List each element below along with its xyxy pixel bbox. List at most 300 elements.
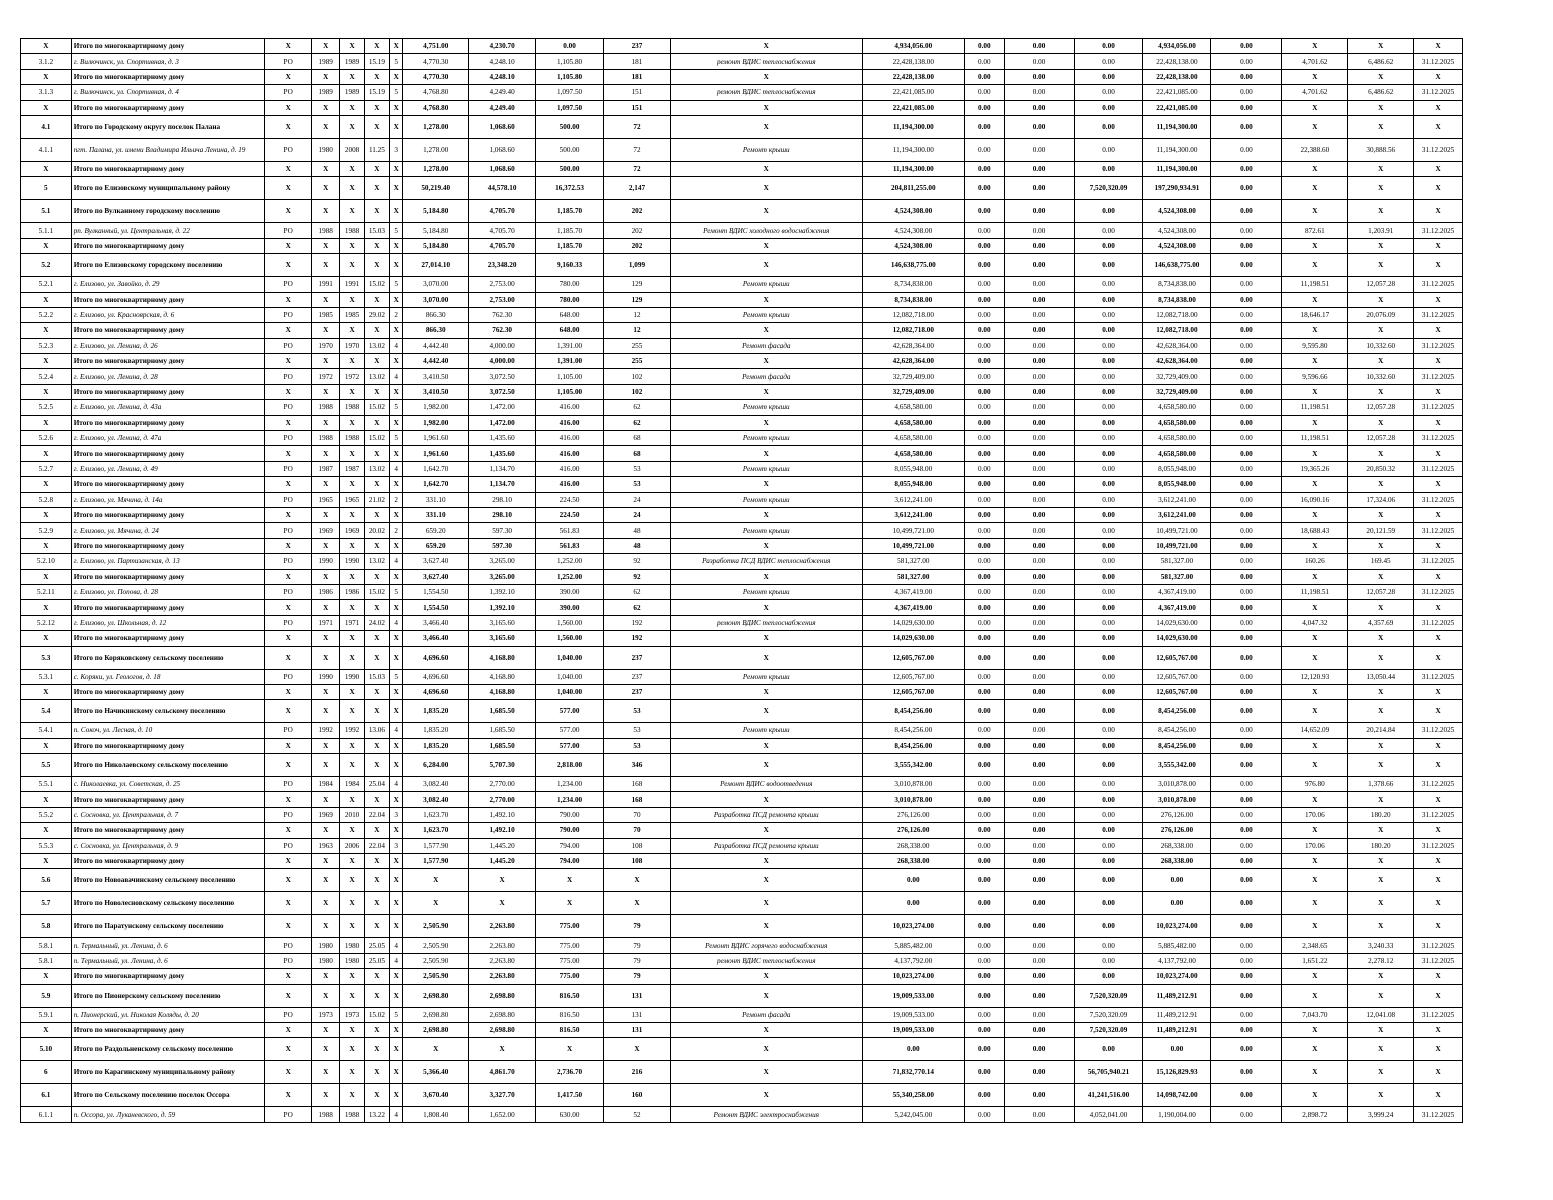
owner-type-cell: X — [265, 646, 312, 669]
fund-local-cell: 0.00 — [1074, 892, 1143, 915]
object-name-cell: п. Оссора, ул. Луканевского, д. 59 — [71, 1107, 265, 1122]
work-type-cell: X — [670, 507, 862, 522]
unit-cost-cell: X — [1282, 684, 1348, 699]
fund-regional-cell: 0.00 — [1004, 354, 1074, 369]
deadline-cell: X — [1414, 915, 1463, 938]
limit-cost-cell: X — [1348, 915, 1414, 938]
object-name-cell: рп. Вулканный, ул. Центральная, д. 22 — [71, 223, 265, 238]
build-year-cell: 1990 — [312, 669, 340, 684]
row-number-cell: 5.2.9 — [21, 523, 72, 538]
residents-cell: 181 — [604, 54, 671, 69]
fund-owners-cell: 0.00 — [1143, 869, 1211, 892]
living-area-cell: 2,263.80 — [469, 938, 536, 953]
build-year-cell: X — [312, 754, 340, 777]
unit-cost-cell: 16,090.16 — [1282, 492, 1348, 507]
residents-cell: 202 — [604, 238, 671, 253]
limit-cost-cell: X — [1348, 684, 1414, 699]
common-area-cell: 416.00 — [536, 461, 604, 476]
work-type-cell: Ремонт ВДИС холодного водоснабжения — [670, 223, 862, 238]
object-name-cell: Итого по многоквартирному дому — [71, 507, 265, 522]
fund-federal-cell: 0.00 — [965, 292, 1005, 307]
summary-row — [21, 700, 1463, 723]
fund-other-cell: 0.00 — [1211, 1084, 1282, 1107]
common-area-cell: 9,160.33 — [536, 254, 604, 277]
fund-owners-cell: 268,338.00 — [1143, 838, 1211, 853]
fund-regional-cell: 0.00 — [1004, 277, 1074, 292]
owner-type-cell: X — [265, 569, 312, 584]
owner-type-cell: РО — [265, 138, 312, 161]
total-cost-cell: 8,454,256.00 — [862, 723, 964, 738]
row-number-cell: X — [21, 538, 72, 553]
deadline-cell: X — [1414, 39, 1463, 54]
common-area-cell: 577.00 — [536, 700, 604, 723]
fund-owners-cell: 22,428,138.00 — [1143, 69, 1211, 84]
fund-owners-cell: 22,421,085.00 — [1143, 85, 1211, 100]
fund-owners-cell: 14,029,630.00 — [1143, 615, 1211, 630]
owner-type-cell: X — [265, 292, 312, 307]
common-area-cell: X — [536, 1038, 604, 1061]
reconstruction-year-cell: 1972 — [340, 369, 364, 384]
deadline-cell: 31.12.2025 — [1414, 307, 1463, 322]
house-row — [21, 461, 1463, 476]
object-name-cell: Итого по Начикинскому сельскому поселению — [71, 700, 265, 723]
fund-regional-cell: 0.00 — [1004, 646, 1074, 669]
summary-row — [21, 600, 1463, 615]
floors-cell: X — [390, 161, 403, 176]
owner-type-cell: РО — [265, 54, 312, 69]
living-area-cell: 2,753.00 — [469, 277, 536, 292]
residents-cell: 70 — [604, 823, 671, 838]
build-year-cell: X — [312, 854, 340, 869]
build-year-cell: 1965 — [312, 492, 340, 507]
total-area-cell: 331.10 — [403, 492, 469, 507]
floors-cell: X — [390, 100, 403, 115]
row-number-cell: 5.2.8 — [21, 492, 72, 507]
house-row — [21, 307, 1463, 322]
house-row — [21, 54, 1463, 69]
work-type-cell: Ремонт крыши — [670, 277, 862, 292]
house-row — [21, 807, 1463, 822]
limit-cost-cell: X — [1348, 869, 1414, 892]
fund-local-cell: 0.00 — [1074, 354, 1143, 369]
fund-local-cell: 0.00 — [1074, 969, 1143, 984]
row-number-cell: 5.4 — [21, 700, 72, 723]
total-area-cell: 3,410.50 — [403, 369, 469, 384]
work-type-cell: ремонт ВДИС теплоснабжения — [670, 953, 862, 968]
deadline-cell: 31.12.2025 — [1414, 85, 1463, 100]
common-area-cell: 630.00 — [536, 1107, 604, 1122]
floors-cell: 5 — [390, 431, 403, 446]
total-area-cell: 5,184.80 — [403, 238, 469, 253]
object-name-cell: Итого по Коряковскому сельскому поселению — [71, 646, 265, 669]
fund-owners-cell: 8,454,256.00 — [1143, 700, 1211, 723]
fund-other-cell: 0.00 — [1211, 461, 1282, 476]
fund-regional-cell: 0.00 — [1004, 892, 1074, 915]
row-number-cell: 5.3.1 — [21, 669, 72, 684]
reconstruction-year-cell: X — [340, 738, 364, 753]
deadline-cell: X — [1414, 69, 1463, 84]
floors-cell: X — [390, 323, 403, 338]
floors-cell: 4 — [390, 554, 403, 569]
residents-cell: 48 — [604, 523, 671, 538]
unit-cost-cell: X — [1282, 477, 1348, 492]
fund-local-cell: 0.00 — [1074, 477, 1143, 492]
object-name-cell: Итого по многоквартирному дому — [71, 238, 265, 253]
object-name-cell: г. Вилючинск, ул. Спортивная, д. 4 — [71, 85, 265, 100]
summary-row — [21, 792, 1463, 807]
row-number-cell: 6.1.1 — [21, 1107, 72, 1122]
total-area-cell: 4,696.60 — [403, 684, 469, 699]
fund-regional-cell: 0.00 — [1004, 507, 1074, 522]
summary-row — [21, 161, 1463, 176]
living-area-cell: 4,705.70 — [469, 223, 536, 238]
living-area-cell: 3,265.00 — [469, 554, 536, 569]
object-name-cell: Итого по многоквартирному дому — [71, 600, 265, 615]
fund-regional-cell: 0.00 — [1004, 969, 1074, 984]
fund-other-cell: 0.00 — [1211, 723, 1282, 738]
house-row — [21, 615, 1463, 630]
fund-local-cell: 7,520,320.09 — [1074, 984, 1143, 1007]
fund-other-cell: 0.00 — [1211, 415, 1282, 430]
fund-local-cell: 0.00 — [1074, 69, 1143, 84]
work-type-cell: Ремонт крыши — [670, 307, 862, 322]
row-number-cell: 5.2.4 — [21, 369, 72, 384]
unit-cost-cell: X — [1282, 700, 1348, 723]
deadline-cell: X — [1414, 323, 1463, 338]
object-name-cell: г. Елизово, ул. Партизанская, д. 13 — [71, 554, 265, 569]
house-row — [21, 492, 1463, 507]
row-number-cell: X — [21, 1022, 72, 1037]
fund-federal-cell: 0.00 — [965, 1022, 1005, 1037]
work-type-cell: X — [670, 177, 862, 200]
build-year-cell: X — [312, 477, 340, 492]
fund-regional-cell: 0.00 — [1004, 400, 1074, 415]
fund-owners-cell: 10,023,274.00 — [1143, 969, 1211, 984]
build-year-cell: X — [312, 254, 340, 277]
floors-cell: 4 — [390, 369, 403, 384]
total-area-cell: 1,835.20 — [403, 738, 469, 753]
work-type-cell: Ремонт крыши — [670, 400, 862, 415]
fund-regional-cell: 0.00 — [1004, 200, 1074, 223]
fund-local-cell: 0.00 — [1074, 431, 1143, 446]
fund-owners-cell: 4,658,580.00 — [1143, 446, 1211, 461]
work-type-cell: X — [670, 1084, 862, 1107]
fund-regional-cell: 0.00 — [1004, 323, 1074, 338]
house-row — [21, 953, 1463, 968]
unit-cost-cell: 11,198.51 — [1282, 584, 1348, 599]
common-area-cell: 1,185.70 — [536, 200, 604, 223]
floors-cell: 5 — [390, 400, 403, 415]
deadline-cell: 31.12.2025 — [1414, 277, 1463, 292]
row-number-cell: X — [21, 69, 72, 84]
object-name-cell: п. Термальный, ул. Ленина, д. 6 — [71, 953, 265, 968]
row-number-cell: 5.5.1 — [21, 777, 72, 792]
residents-cell: 216 — [604, 1061, 671, 1084]
deadline-cell: 31.12.2025 — [1414, 431, 1463, 446]
floors-cell: X — [390, 631, 403, 646]
owner-type-cell: X — [265, 892, 312, 915]
row-number-cell: X — [21, 238, 72, 253]
fund-owners-cell: 4,367,419.00 — [1143, 584, 1211, 599]
object-name-cell: Итого по многоквартирному дому — [71, 631, 265, 646]
row-number-cell: 5.5 — [21, 754, 72, 777]
residents-cell: 92 — [604, 569, 671, 584]
row-number-cell: X — [21, 507, 72, 522]
living-area-cell: 1,472.00 — [469, 415, 536, 430]
common-area-cell: 1,097.50 — [536, 85, 604, 100]
wall-material-cell: X — [364, 969, 389, 984]
unit-cost-cell: X — [1282, 823, 1348, 838]
limit-cost-cell: X — [1348, 600, 1414, 615]
deadline-cell: 31.12.2025 — [1414, 138, 1463, 161]
wall-material-cell: X — [364, 646, 389, 669]
reconstruction-year-cell: X — [340, 161, 364, 176]
total-cost-cell: 19,009,533.00 — [862, 984, 964, 1007]
object-name-cell: г. Елизово, ул. Красноярская, д. 6 — [71, 307, 265, 322]
summary-row — [21, 646, 1463, 669]
fund-other-cell: 0.00 — [1211, 777, 1282, 792]
owner-type-cell: X — [265, 538, 312, 553]
reconstruction-year-cell: X — [340, 969, 364, 984]
fund-other-cell: 0.00 — [1211, 307, 1282, 322]
common-area-cell: 780.00 — [536, 292, 604, 307]
fund-other-cell: 0.00 — [1211, 1022, 1282, 1037]
fund-federal-cell: 0.00 — [965, 254, 1005, 277]
fund-other-cell: 0.00 — [1211, 915, 1282, 938]
fund-owners-cell: 146,638,775.00 — [1143, 254, 1211, 277]
row-number-cell: 5.7 — [21, 892, 72, 915]
owner-type-cell: X — [265, 477, 312, 492]
total-area-cell: 1,808.40 — [403, 1107, 469, 1122]
residents-cell: 79 — [604, 969, 671, 984]
object-name-cell: Итого по Новоавачинскому сельскому поселению — [71, 869, 265, 892]
fund-local-cell: 0.00 — [1074, 600, 1143, 615]
object-name-cell: п. Термальный, ул. Ленина, д. 6 — [71, 938, 265, 953]
wall-material-cell: X — [364, 538, 389, 553]
living-area-cell: 4,248.10 — [469, 54, 536, 69]
work-type-cell: Ремонт ВДИС горячего водоснабжения — [670, 938, 862, 953]
total-area-cell: 659.20 — [403, 523, 469, 538]
common-area-cell: 500.00 — [536, 161, 604, 176]
limit-cost-cell: X — [1348, 415, 1414, 430]
work-type-cell: ремонт ВДИС теплоснабжения — [670, 54, 862, 69]
build-year-cell: 1969 — [312, 807, 340, 822]
limit-cost-cell: 6,486.62 — [1348, 54, 1414, 69]
work-type-cell: ремонт ВДИС теплоснабжения — [670, 85, 862, 100]
summary-row — [21, 892, 1463, 915]
fund-regional-cell: 0.00 — [1004, 777, 1074, 792]
total-cost-cell: 55,340,258.00 — [862, 1084, 964, 1107]
living-area-cell: 1,392.10 — [469, 584, 536, 599]
total-cost-cell: 32,729,409.00 — [862, 384, 964, 399]
common-area-cell: 561.83 — [536, 523, 604, 538]
floors-cell: 2 — [390, 492, 403, 507]
fund-federal-cell: 0.00 — [965, 554, 1005, 569]
reconstruction-year-cell: 1989 — [340, 85, 364, 100]
house-row — [21, 669, 1463, 684]
total-cost-cell: 146,638,775.00 — [862, 254, 964, 277]
fund-regional-cell: 0.00 — [1004, 1084, 1074, 1107]
build-year-cell: X — [312, 200, 340, 223]
unit-cost-cell: 2,898.72 — [1282, 1107, 1348, 1122]
row-number-cell: 5.2.10 — [21, 554, 72, 569]
deadline-cell: X — [1414, 631, 1463, 646]
reconstruction-year-cell: 1991 — [340, 277, 364, 292]
reconstruction-year-cell: X — [340, 1084, 364, 1107]
limit-cost-cell: 20,121.59 — [1348, 523, 1414, 538]
fund-federal-cell: 0.00 — [965, 1107, 1005, 1122]
fund-federal-cell: 0.00 — [965, 307, 1005, 322]
floors-cell: 4 — [390, 615, 403, 630]
fund-federal-cell: 0.00 — [965, 1007, 1005, 1022]
floors-cell: X — [390, 415, 403, 430]
common-area-cell: 500.00 — [536, 138, 604, 161]
living-area-cell: 3,265.00 — [469, 569, 536, 584]
common-area-cell: 1,252.00 — [536, 569, 604, 584]
owner-type-cell: РО — [265, 492, 312, 507]
common-area-cell: 648.00 — [536, 323, 604, 338]
reconstruction-year-cell: X — [340, 415, 364, 430]
summary-row — [21, 254, 1463, 277]
fund-regional-cell: 0.00 — [1004, 984, 1074, 1007]
fund-regional-cell: 0.00 — [1004, 338, 1074, 353]
living-area-cell: 1,435.60 — [469, 446, 536, 461]
total-cost-cell: 4,367,419.00 — [862, 584, 964, 599]
residents-cell: 255 — [604, 338, 671, 353]
fund-other-cell: 0.00 — [1211, 631, 1282, 646]
wall-material-cell: 15.02 — [364, 277, 389, 292]
fund-other-cell: 0.00 — [1211, 1007, 1282, 1022]
total-area-cell: 3,670.40 — [403, 1084, 469, 1107]
reconstruction-year-cell: 1988 — [340, 223, 364, 238]
residents-cell: 68 — [604, 446, 671, 461]
floors-cell: X — [390, 538, 403, 553]
reconstruction-year-cell: X — [340, 823, 364, 838]
floors-cell: 4 — [390, 777, 403, 792]
fund-regional-cell: 0.00 — [1004, 1061, 1074, 1084]
deadline-cell: 31.12.2025 — [1414, 492, 1463, 507]
fund-federal-cell: 0.00 — [965, 138, 1005, 161]
total-area-cell: 2,505.90 — [403, 938, 469, 953]
object-name-cell: Итого по Николаевскому сельскому поселению — [71, 754, 265, 777]
living-area-cell: 3,327.70 — [469, 1084, 536, 1107]
total-cost-cell: 4,658,580.00 — [862, 431, 964, 446]
row-number-cell: X — [21, 415, 72, 430]
deadline-cell: X — [1414, 100, 1463, 115]
object-name-cell: г. Елизово, ул. Попова, д. 28 — [71, 584, 265, 599]
work-type-cell: X — [670, 323, 862, 338]
owner-type-cell: РО — [265, 669, 312, 684]
residents-cell: X — [604, 869, 671, 892]
owner-type-cell: РО — [265, 584, 312, 599]
row-number-cell: X — [21, 477, 72, 492]
row-number-cell: X — [21, 569, 72, 584]
build-year-cell: X — [312, 507, 340, 522]
residents-cell: 79 — [604, 953, 671, 968]
fund-regional-cell: 0.00 — [1004, 938, 1074, 953]
house-row — [21, 838, 1463, 853]
total-cost-cell: 8,055,948.00 — [862, 477, 964, 492]
build-year-cell: X — [312, 600, 340, 615]
limit-cost-cell: 180.20 — [1348, 838, 1414, 853]
owner-type-cell: X — [265, 415, 312, 430]
limit-cost-cell: X — [1348, 384, 1414, 399]
total-area-cell: 3,627.40 — [403, 569, 469, 584]
living-area-cell: 44,578.10 — [469, 177, 536, 200]
fund-local-cell: 0.00 — [1074, 854, 1143, 869]
fund-other-cell: 0.00 — [1211, 615, 1282, 630]
common-area-cell: 224.50 — [536, 507, 604, 522]
row-number-cell: 5.2.12 — [21, 615, 72, 630]
deadline-cell: 31.12.2025 — [1414, 938, 1463, 953]
limit-cost-cell: X — [1348, 69, 1414, 84]
fund-other-cell: 0.00 — [1211, 100, 1282, 115]
unit-cost-cell: X — [1282, 254, 1348, 277]
fund-local-cell: 0.00 — [1074, 792, 1143, 807]
fund-local-cell: 7,520,320.09 — [1074, 1022, 1143, 1037]
unit-cost-cell: X — [1282, 177, 1348, 200]
common-area-cell: 1,105.80 — [536, 54, 604, 69]
unit-cost-cell: 160.26 — [1282, 554, 1348, 569]
limit-cost-cell: 10,332.60 — [1348, 369, 1414, 384]
fund-other-cell: 0.00 — [1211, 684, 1282, 699]
unit-cost-cell: 18,646.17 — [1282, 307, 1348, 322]
deadline-cell: X — [1414, 684, 1463, 699]
owner-type-cell: X — [265, 1038, 312, 1061]
fund-local-cell: 0.00 — [1074, 200, 1143, 223]
row-number-cell: 6.1 — [21, 1084, 72, 1107]
residents-cell: 192 — [604, 631, 671, 646]
build-year-cell: X — [312, 646, 340, 669]
build-year-cell: X — [312, 738, 340, 753]
deadline-cell: X — [1414, 354, 1463, 369]
living-area-cell: 1,685.50 — [469, 723, 536, 738]
deadline-cell: X — [1414, 115, 1463, 138]
deadline-cell: 31.12.2025 — [1414, 838, 1463, 853]
total-area-cell: 6,284.00 — [403, 754, 469, 777]
unit-cost-cell: 2,348.65 — [1282, 938, 1348, 953]
fund-local-cell: 0.00 — [1074, 223, 1143, 238]
total-area-cell: 3,082.40 — [403, 792, 469, 807]
unit-cost-cell: X — [1282, 984, 1348, 1007]
owner-type-cell: РО — [265, 615, 312, 630]
total-area-cell: 866.30 — [403, 323, 469, 338]
total-cost-cell: 12,605,767.00 — [862, 669, 964, 684]
fund-local-cell: 0.00 — [1074, 754, 1143, 777]
fund-other-cell: 0.00 — [1211, 446, 1282, 461]
fund-federal-cell: 0.00 — [965, 85, 1005, 100]
living-area-cell: 1,472.00 — [469, 400, 536, 415]
work-type-cell: X — [670, 738, 862, 753]
deadline-cell: X — [1414, 569, 1463, 584]
fund-federal-cell: 0.00 — [965, 161, 1005, 176]
total-area-cell: 4,768.80 — [403, 85, 469, 100]
build-year-cell: X — [312, 1022, 340, 1037]
summary-row — [21, 823, 1463, 838]
house-row — [21, 223, 1463, 238]
living-area-cell: 4,861.70 — [469, 1061, 536, 1084]
fund-federal-cell: 0.00 — [965, 723, 1005, 738]
owner-type-cell: X — [265, 792, 312, 807]
reconstruction-year-cell: 1965 — [340, 492, 364, 507]
limit-cost-cell: X — [1348, 507, 1414, 522]
house-row — [21, 338, 1463, 353]
build-year-cell: X — [312, 39, 340, 54]
wall-material-cell: X — [364, 854, 389, 869]
fund-other-cell: 0.00 — [1211, 507, 1282, 522]
summary-row — [21, 1061, 1463, 1084]
total-area-cell: 1,278.00 — [403, 115, 469, 138]
